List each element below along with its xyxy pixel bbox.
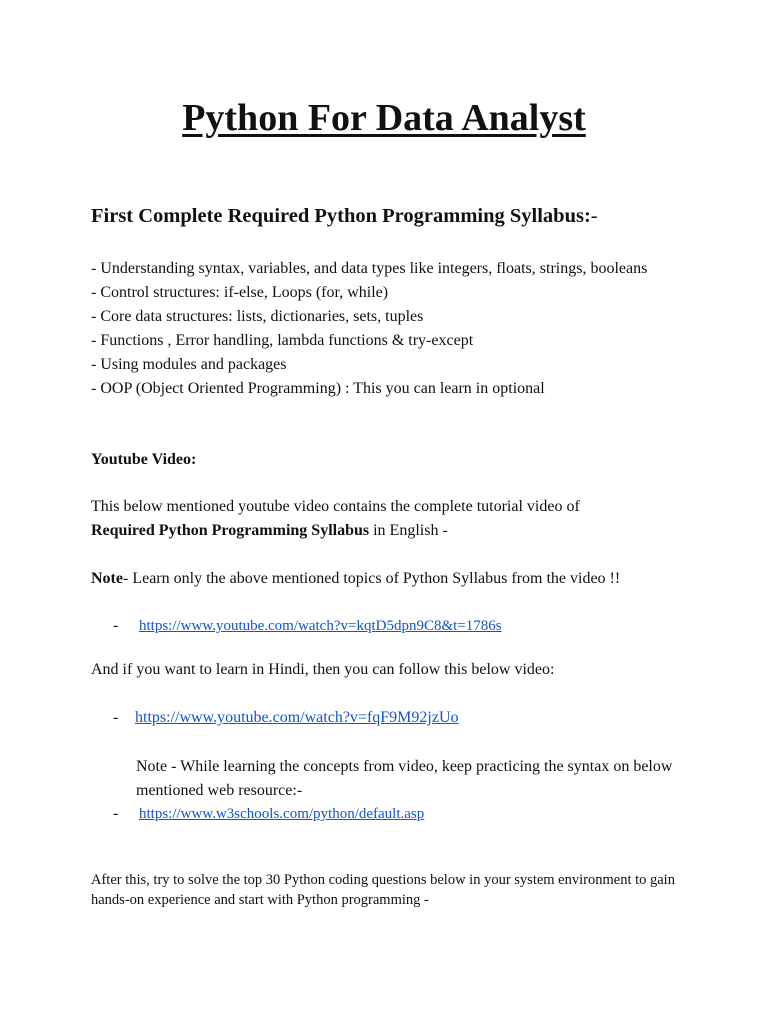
bullet: - — [113, 617, 119, 634]
list-item: - OOP (Object Oriented Programming) : This you can learn in optional — [91, 380, 545, 397]
list-item: - Core data structures: lists, dictionaries, sets, tuples — [91, 308, 424, 325]
video-intro-line1: This below mentioned youtube video contains the complete tutorial video of — [91, 498, 580, 515]
list-item: - Functions , Error handling, lambda functions & try-except — [91, 332, 474, 349]
bullet: - — [113, 709, 119, 726]
note-label: Note — [91, 570, 123, 587]
video-intro-line2 — [91, 519, 448, 543]
video-intro-suffix: in English - — [369, 522, 448, 539]
youtube-english-link[interactable]: https://www.youtube.com/watch?v=kqtD5dpn9C8&t=1786s — [139, 618, 502, 634]
note-text: - Learn only the above mentioned topics of Python Syllabus from the video !! — [122, 570, 621, 587]
list-item: - Understanding syntax, variables, and data types like integers, floats, strings, booleans — [91, 260, 648, 277]
youtube-hindi-link[interactable]: https://www.youtube.com/watch?v=fqF9M92jzUo — [135, 709, 459, 726]
syllabus-heading-text: First Complete Required Python Programming Syllabus: — [91, 205, 591, 227]
list-item: - Using modules and packages — [91, 356, 287, 373]
list-item: - Control structures: if-else, Loops (for, while) — [91, 284, 389, 301]
hindi-paragraph: And if you want to learn in Hindi, then you can follow this below video: — [91, 661, 555, 678]
w3schools-link[interactable]: https://www.w3schools.com/python/default.asp — [139, 806, 425, 822]
page-title: Python For Data Analyst — [182, 97, 586, 139]
bullet: - — [113, 805, 119, 822]
note-paragraph — [91, 567, 620, 591]
syllabus-list — [91, 257, 691, 401]
video-intro-bold: Required Python Programming Syllabus — [91, 522, 370, 539]
syllabus-heading-suffix: - — [590, 205, 598, 227]
youtube-heading: Youtube Video: — [91, 451, 197, 468]
after-paragraph: After this, try to solve the top 30 Python coding questions below in your system environment to gain hands-on experience and start with Python programming - — [91, 872, 675, 908]
syllabus-heading — [91, 202, 598, 230]
practice-note: Note - While learning the concepts from video, keep practicing the syntax on below mentioned web resource:- — [136, 758, 673, 799]
